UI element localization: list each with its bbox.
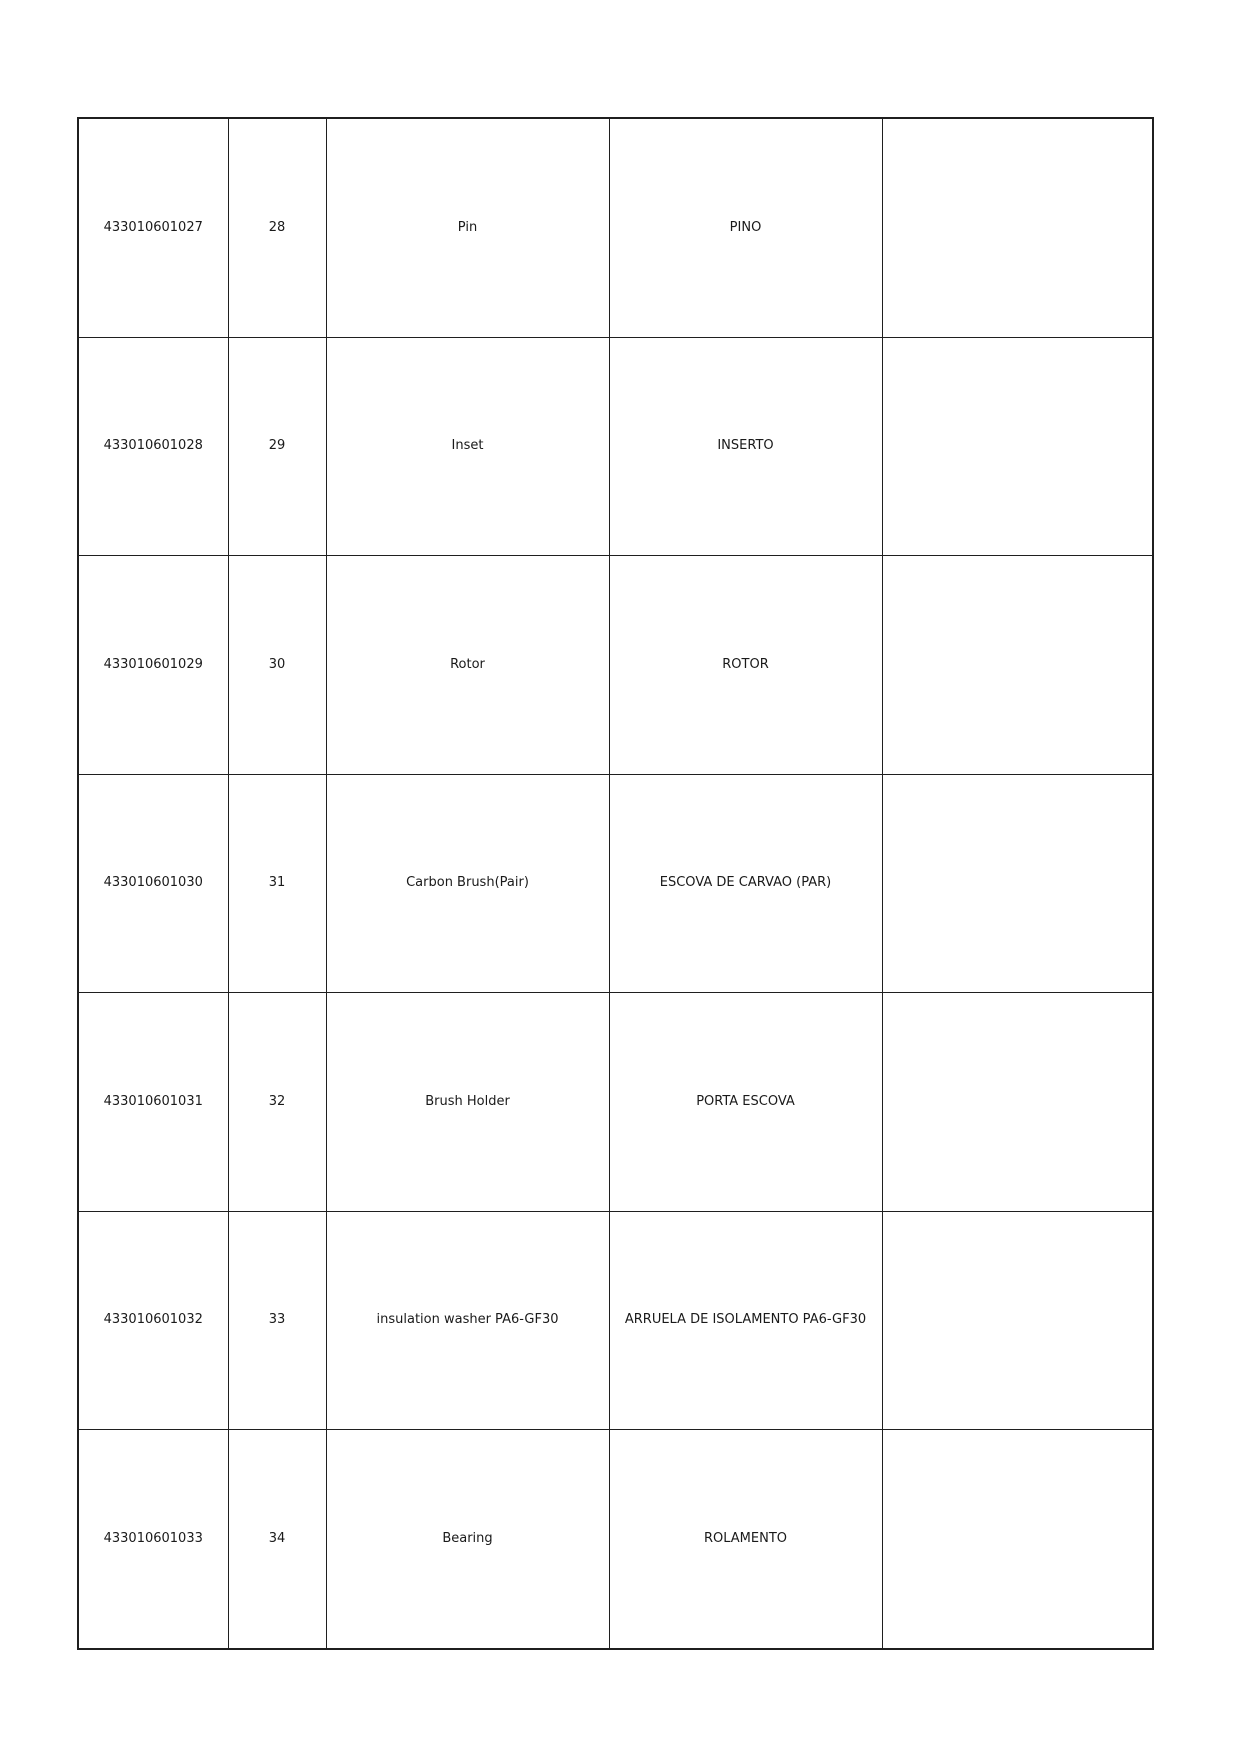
table-row xyxy=(78,774,1153,993)
table-row xyxy=(78,337,1153,556)
table-row xyxy=(78,1211,1153,1430)
table-row xyxy=(78,1430,1153,1649)
description-pt-cell: ROTOR xyxy=(609,556,882,775)
part-number-cell: 433010601031 xyxy=(78,993,228,1212)
description-pt-cell: PINO xyxy=(609,118,882,337)
item-number-cell: 31 xyxy=(228,774,326,993)
table-row xyxy=(78,118,1153,337)
description-en-cell: Bearing xyxy=(326,1430,609,1649)
part-number-cell: 433010601033 xyxy=(78,1430,228,1649)
description-en-cell: Pin xyxy=(326,118,609,337)
description-pt-cell: ROLAMENTO xyxy=(609,1430,882,1649)
image-cell xyxy=(882,556,1153,775)
item-number-cell: 33 xyxy=(228,1211,326,1430)
part-number-cell: 433010601029 xyxy=(78,556,228,775)
description-en-cell: Rotor xyxy=(326,556,609,775)
table-row xyxy=(78,556,1153,775)
part-number-cell: 433010601032 xyxy=(78,1211,228,1430)
item-number-cell: 34 xyxy=(228,1430,326,1649)
description-en-cell: Inset xyxy=(326,337,609,556)
description-pt-cell: ARRUELA DE ISOLAMENTO PA6-GF30 xyxy=(609,1211,882,1430)
part-number-cell: 433010601027 xyxy=(78,118,228,337)
image-cell xyxy=(882,118,1153,337)
parts-table xyxy=(77,117,1154,1650)
description-pt-cell: ESCOVA DE CARVAO (PAR) xyxy=(609,774,882,993)
table-row xyxy=(78,993,1153,1212)
item-number-cell: 28 xyxy=(228,118,326,337)
image-cell xyxy=(882,1211,1153,1430)
item-number-cell: 30 xyxy=(228,556,326,775)
image-cell xyxy=(882,993,1153,1212)
part-number-cell: 433010601030 xyxy=(78,774,228,993)
image-cell xyxy=(882,1430,1153,1649)
description-pt-cell: INSERTO xyxy=(609,337,882,556)
description-en-cell: insulation washer PA6-GF30 xyxy=(326,1211,609,1430)
image-cell xyxy=(882,337,1153,556)
part-number-cell: 433010601028 xyxy=(78,337,228,556)
item-number-cell: 29 xyxy=(228,337,326,556)
description-en-cell: Carbon Brush(Pair) xyxy=(326,774,609,993)
image-cell xyxy=(882,774,1153,993)
description-en-cell: Brush Holder xyxy=(326,993,609,1212)
description-pt-cell: PORTA ESCOVA xyxy=(609,993,882,1212)
item-number-cell: 32 xyxy=(228,993,326,1212)
